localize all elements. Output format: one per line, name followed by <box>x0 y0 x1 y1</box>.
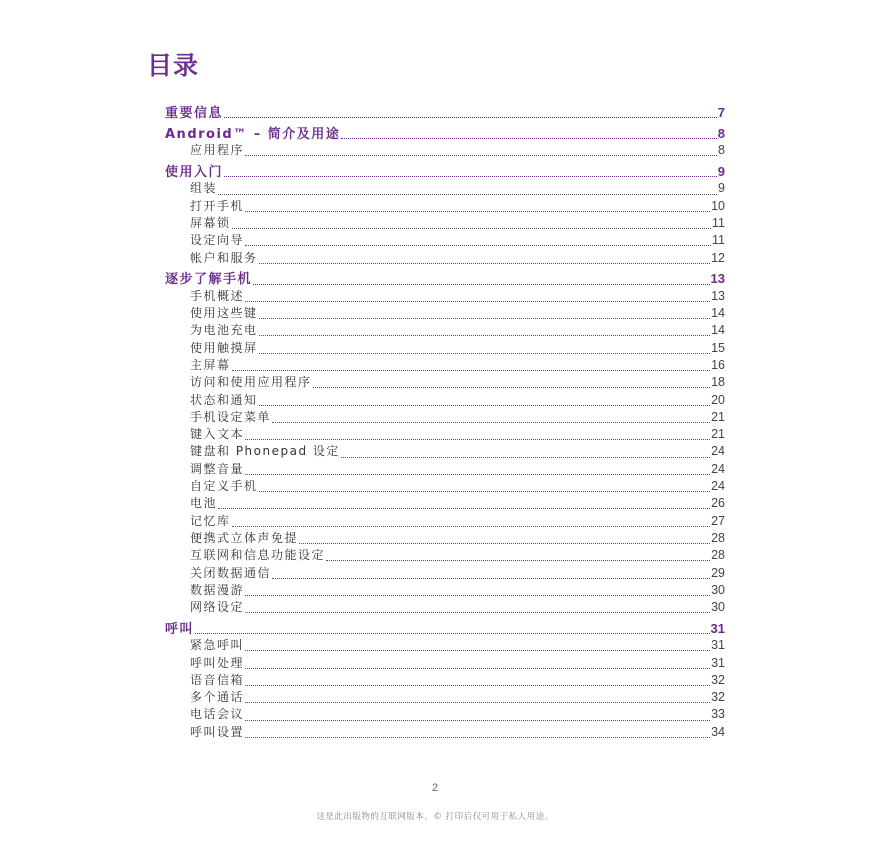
toc-entry-label: 重要信息 <box>165 106 224 121</box>
toc-entry-page: 13 <box>711 288 725 303</box>
toc-entry-label: 便携式立体声免提 <box>190 530 299 545</box>
toc-leader-dots <box>224 107 717 118</box>
toc-entry-label: 电池 <box>190 496 218 511</box>
toc-leader-dots <box>245 235 711 246</box>
toc-leader-dots <box>272 568 710 579</box>
toc-entry-page: 9 <box>717 164 725 180</box>
toc-chapter-entry[interactable] <box>165 125 725 142</box>
toc-leader-dots <box>326 550 710 561</box>
toc-section-entry[interactable] <box>165 198 725 215</box>
toc-section-entry[interactable] <box>165 706 725 723</box>
toc-leader-dots <box>313 377 711 388</box>
toc-entry-page: 18 <box>711 375 725 390</box>
toc-leader-dots <box>341 447 710 458</box>
toc-section-entry[interactable] <box>165 322 725 339</box>
toc-entry-page: 32 <box>711 690 725 705</box>
toc-section-entry[interactable] <box>165 637 725 654</box>
toc-chapter-entry[interactable] <box>165 270 725 287</box>
toc-leader-dots <box>245 602 710 613</box>
toc-entry-label: 逐步了解手机 <box>165 272 253 288</box>
toc-entry-label: 为电池充电 <box>190 323 258 338</box>
toc-entry-label: 数据漫游 <box>190 582 245 597</box>
toc-leader-dots <box>245 585 710 596</box>
toc-section-entry[interactable] <box>165 565 725 582</box>
toc-entry-label: 呼叫 <box>165 621 195 637</box>
toc-section-entry[interactable] <box>165 215 725 232</box>
toc-entry-page: 30 <box>711 582 725 597</box>
toc-section-entry[interactable] <box>165 305 725 322</box>
toc-entry-label: Android™ – 简介及用途 <box>165 126 341 142</box>
toc-entry-label: 使用这些键 <box>190 306 258 321</box>
toc-leader-dots <box>245 145 717 156</box>
toc-leader-dots <box>245 640 710 651</box>
toc-leader-dots <box>259 325 711 336</box>
toc-entry-label: 电话会议 <box>190 707 245 722</box>
toc-leader-dots <box>245 291 710 302</box>
toc-chapter-entry[interactable] <box>165 163 725 180</box>
page-title: 目录 <box>147 51 200 80</box>
toc-entry-label: 键盘和 Phonepad 设定 <box>190 444 340 459</box>
toc-leader-dots <box>272 412 710 423</box>
toc-section-entry[interactable] <box>165 672 725 689</box>
toc-leader-dots <box>218 184 717 195</box>
toc-entry-label: 记忆库 <box>190 513 231 528</box>
toc-section-entry[interactable] <box>165 547 725 564</box>
toc-entry-label: 关闭数据通信 <box>190 565 272 580</box>
toc-section-entry[interactable] <box>165 495 725 512</box>
toc-entry-label: 互联网和信息功能设定 <box>190 548 326 563</box>
toc-entry-page: 9 <box>718 181 725 196</box>
toc-entry-page: 31 <box>711 655 725 670</box>
toc-entry-label: 键入文本 <box>190 427 245 442</box>
toc-entry-label: 使用入门 <box>165 165 224 181</box>
toc-entry-page: 12 <box>711 250 725 265</box>
toc-entry-label: 手机概述 <box>190 288 245 303</box>
toc-entry-page: 24 <box>711 461 725 476</box>
toc-entry-page: 33 <box>711 707 725 722</box>
toc-entry-label: 打开手机 <box>190 198 245 213</box>
toc-leader-dots <box>259 481 711 492</box>
toc-section-entry[interactable] <box>165 530 725 547</box>
toc-entry-page: 8 <box>718 143 725 158</box>
toc-entry-page: 21 <box>711 427 725 442</box>
toc-entry-page: 16 <box>711 357 725 372</box>
toc-leader-dots <box>245 675 710 686</box>
toc-leader-dots <box>232 516 711 527</box>
toc-entry-page: 14 <box>711 323 725 338</box>
toc-entry-page: 26 <box>711 496 725 511</box>
toc-leader-dots <box>232 218 712 229</box>
table-of-contents <box>165 104 725 741</box>
toc-entry-label: 网络设定 <box>190 600 245 615</box>
toc-entry-page: 31 <box>710 620 725 636</box>
toc-leader-dots <box>245 429 710 440</box>
toc-section-entry[interactable] <box>165 655 725 672</box>
toc-entry-label: 屏幕锁 <box>190 215 231 230</box>
toc-section-entry[interactable] <box>165 288 725 305</box>
toc-entry-page: 7 <box>717 105 725 120</box>
toc-leader-dots <box>224 166 717 177</box>
toc-entry-label: 呼叫设置 <box>190 724 245 739</box>
toc-leader-dots <box>195 623 710 634</box>
toc-leader-dots <box>232 360 711 371</box>
toc-section-entry[interactable] <box>165 232 725 249</box>
toc-section-entry[interactable] <box>165 513 725 530</box>
toc-section-entry[interactable] <box>165 409 725 426</box>
toc-entry-label: 呼叫处理 <box>190 655 245 670</box>
toc-entry-page: 10 <box>711 198 725 213</box>
toc-section-entry[interactable] <box>165 689 725 706</box>
toc-entry-page: 30 <box>711 600 725 615</box>
toc-entry-page: 34 <box>711 724 725 739</box>
toc-section-entry[interactable] <box>165 461 725 478</box>
toc-leader-dots <box>218 498 710 509</box>
toc-entry-page: 29 <box>711 565 725 580</box>
toc-section-entry[interactable] <box>165 582 725 599</box>
toc-entry-page: 15 <box>711 340 725 355</box>
toc-entry-label: 手机设定菜单 <box>190 409 272 424</box>
toc-entry-page: 8 <box>717 125 725 141</box>
toc-leader-dots <box>245 710 710 721</box>
toc-section-entry[interactable] <box>165 478 725 495</box>
toc-leader-dots <box>253 274 710 285</box>
toc-leader-dots <box>259 253 711 264</box>
toc-entry-label: 紧急呼叫 <box>190 638 245 653</box>
toc-leader-dots <box>299 533 710 544</box>
toc-leader-dots <box>245 692 710 703</box>
toc-entry-label: 组装 <box>190 181 218 196</box>
toc-entry-page: 24 <box>711 444 725 459</box>
toc-entry-label: 多个通话 <box>190 690 245 705</box>
toc-section-entry[interactable] <box>165 443 725 460</box>
toc-section-entry[interactable] <box>165 392 725 409</box>
toc-entry-page: 13 <box>710 271 725 287</box>
toc-entry-page: 11 <box>712 233 725 248</box>
toc-entry-label: 帐户和服务 <box>190 250 258 265</box>
toc-leader-dots <box>259 308 711 319</box>
toc-leader-dots <box>245 727 710 738</box>
toc-section-entry[interactable] <box>165 142 725 159</box>
toc-entry-label: 自定义手机 <box>190 479 258 494</box>
toc-section-entry[interactable] <box>165 374 725 391</box>
toc-chapter-entry[interactable] <box>165 620 725 637</box>
toc-entry-label: 主屏幕 <box>190 357 231 372</box>
toc-entry-label: 使用触摸屏 <box>190 340 258 355</box>
toc-section-entry[interactable] <box>165 340 725 357</box>
toc-section-entry[interactable] <box>165 599 725 616</box>
toc-entry-page: 11 <box>712 215 725 230</box>
toc-entry-page: 24 <box>711 479 725 494</box>
toc-leader-dots <box>245 201 710 212</box>
toc-entry-page: 28 <box>711 548 725 563</box>
toc-section-entry[interactable] <box>165 724 725 741</box>
toc-leader-dots <box>341 128 716 139</box>
toc-entry-label: 调整音量 <box>190 461 245 476</box>
toc-entry-label: 应用程序 <box>190 143 245 158</box>
toc-section-entry[interactable] <box>165 357 725 374</box>
toc-leader-dots <box>259 395 711 406</box>
toc-entry-label: 语音信箱 <box>190 672 245 687</box>
toc-section-entry[interactable] <box>165 250 725 267</box>
toc-leader-dots <box>259 343 711 354</box>
toc-entry-page: 31 <box>711 638 725 653</box>
toc-entry-label: 设定向导 <box>190 233 245 248</box>
toc-entry-page: 32 <box>711 672 725 687</box>
footer-note: 这是此出版物的互联网版本。© 打印后仅可用于私人用途。 <box>316 812 554 822</box>
toc-section-entry[interactable] <box>165 180 725 197</box>
toc-entry-page: 20 <box>711 392 725 407</box>
toc-entry-page: 27 <box>711 513 725 528</box>
toc-chapter-entry[interactable] <box>165 104 725 121</box>
toc-entry-page: 14 <box>711 306 725 321</box>
toc-entry-page: 21 <box>711 409 725 424</box>
toc-leader-dots <box>245 658 710 669</box>
toc-entry-label: 状态和通知 <box>190 392 258 407</box>
toc-section-entry[interactable] <box>165 426 725 443</box>
toc-leader-dots <box>245 464 710 475</box>
page-number: 2 <box>431 782 439 794</box>
toc-entry-page: 28 <box>711 530 725 545</box>
toc-entry-label: 访问和使用应用程序 <box>190 375 312 390</box>
